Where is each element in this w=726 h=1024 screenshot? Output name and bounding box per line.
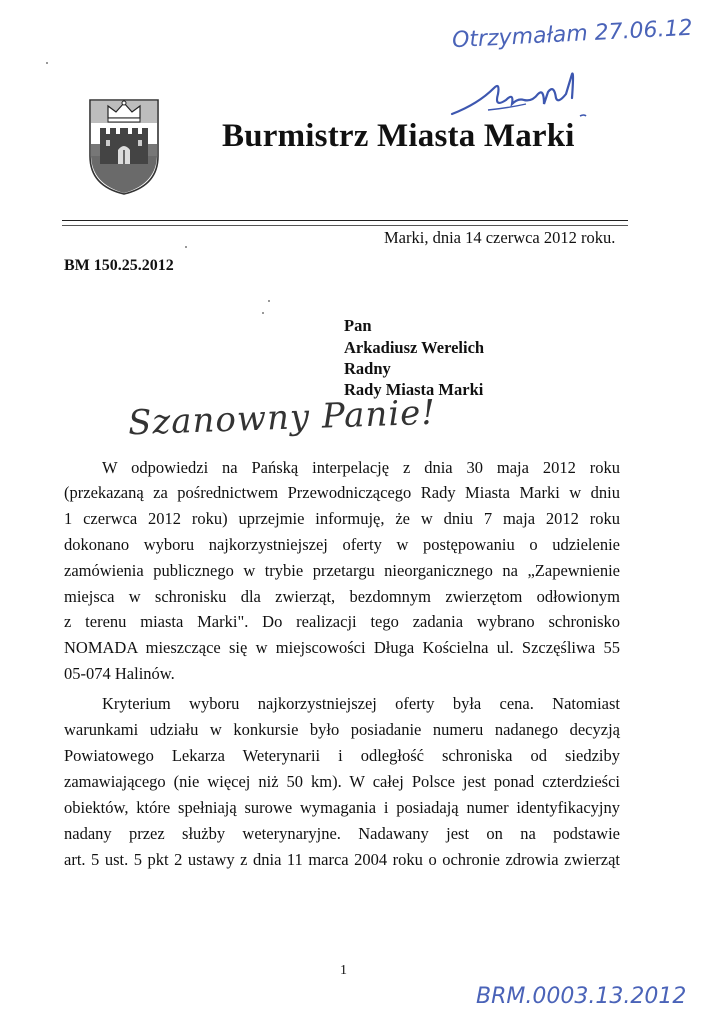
reference-number: BM 150.25.2012	[64, 257, 174, 274]
letterhead-rule-thin	[62, 225, 628, 226]
recipient-line: Pan	[344, 316, 372, 335]
body-line: zamawiającego (nie więcej niż 50 km). W całej Polsce jest ponad czterdzieści	[64, 772, 620, 791]
body-line: 05-074 Halinów.	[64, 664, 175, 683]
page-number: 1	[340, 963, 347, 978]
document-number-note: BRM.0003.13.2012	[476, 984, 687, 1009]
body-line: zamówienia publicznego w trybie przetargu nieorganicznego na „Zapewnienie	[64, 561, 620, 580]
scan-speck	[46, 62, 48, 64]
body-line: z terenu miasta Marki". Do realizacji tego zadania wybrano schronisko	[64, 612, 620, 631]
letterhead-title: Burmistrz Miasta Marki	[222, 118, 575, 154]
scan-speck	[268, 300, 270, 302]
body-line: art. 5 ust. 5 pkt 2 ustawy z dnia 11 marca 2004 roku o ochronie zdrowia zwierząt	[64, 850, 620, 869]
recipient-line: Arkadiusz Werelich	[344, 338, 485, 357]
scan-speck	[262, 312, 264, 314]
recipient-line: Radny	[344, 359, 391, 378]
body-line: warunkami udziału w konkursie było posiadanie numeru nadanego decyzją	[64, 720, 620, 739]
body-line: 1 czerwca 2012 roku) uprzejmie informuję, że w dniu 7 maja 2012 roku	[64, 509, 620, 528]
body-line: Powiatowego Lekarza Weterynarii i odległość schroniska od siedziby	[64, 746, 620, 765]
body-line: nadany przez służby weterynaryjne. Nadawany jest on na podstawie	[64, 824, 620, 843]
coat-of-arms-icon	[86, 94, 162, 196]
body-line: obiektów, które spełniają surowe wymagania i posiadają numer identyfikacyjny	[64, 798, 620, 817]
body-line: NOMADA mieszczące się w miejscowości Długa Kościelna ul. Szczęśliwa 55	[64, 638, 620, 657]
handwritten-salutation: Szanowny Panie!	[127, 392, 437, 444]
date-line: Marki, dnia 14 czerwca 2012 roku.	[384, 228, 616, 247]
scan-speck	[185, 246, 187, 248]
body-line: (przekazaną za pośrednictwem Przewodniczącego Rady Miasta Marki w dniu	[64, 483, 620, 502]
body-line: Kryterium wyboru najkorzystniejszej oferty była cena. Natomiast	[102, 694, 620, 713]
body-line: dokonano wyboru najkorzystniejszej oferty w postępowaniu o udzielenie	[64, 535, 620, 554]
body-line: miejsca w schronisku dla zwierząt, bezdomnym zwierzętom odłowionym	[64, 587, 620, 606]
signature-icon	[448, 64, 608, 134]
letterhead-rule	[62, 220, 628, 221]
body-line: W odpowiedzi na Pańską interpelację z dnia 30 maja 2012 roku	[102, 458, 620, 477]
received-date-note: Otrzymałam 27.06.12	[451, 15, 694, 54]
recipient-line: Rady Miasta Marki	[344, 380, 484, 399]
